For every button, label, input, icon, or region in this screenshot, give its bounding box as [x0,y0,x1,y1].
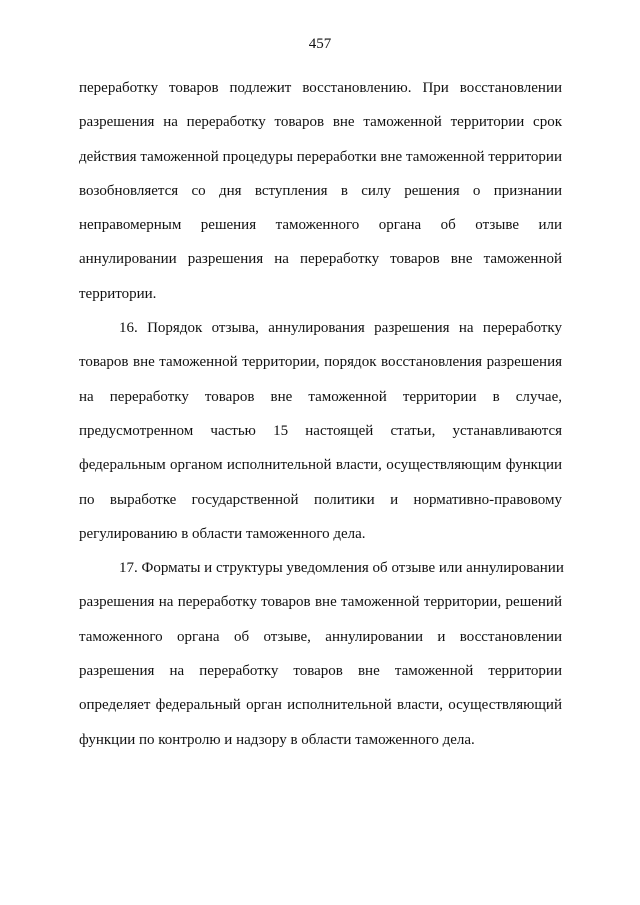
text-line: разрешения на переработку товаров вне таможенной территории [79,663,562,680]
paragraph-17 [79,551,562,757]
text-line: переработку товаров подлежит восстановлению. При восстановлении [79,80,562,96]
text-line: таможенного органа об отзыве, аннулировании и восстановлении [79,628,562,645]
text-line: федеральным органом исполнительной власти, осуществляющим функции [79,457,562,474]
text-line: 17. Форматы и структуры уведомления об отзыве или аннулировании [119,560,564,577]
text-line: товаров вне таможенной территории, порядок восстановления разрешения [79,354,562,371]
text-line: территории. [79,285,157,302]
text-line: определяет федеральный орган исполнительной власти, осуществляющий [79,697,562,714]
document-body [79,71,562,757]
text-line: функции по контролю и надзору в области таможенного дела. [79,731,475,748]
text-line: аннулировании разрешения на переработку товаров вне таможенной [79,251,562,268]
page-number: 457 [308,36,332,52]
text-line: разрешения на переработку товаров вне таможенной территории, решений [79,594,562,611]
text-line: предусмотренном частью 15 настоящей статьи, устанавливаются [79,422,562,439]
text-line: неправомерным решения таможенного органа об отзыве или [79,217,562,234]
text-line: разрешения на переработку товаров вне таможенной территории срок [79,114,562,131]
text-line: 16. Порядок отзыва, аннулирования разрешения на переработку [119,320,562,337]
text-line: по выработке государственной политики и нормативно-правовому [79,491,562,508]
paragraph-continuation [79,71,562,311]
text-line: действия таможенной процедуры переработки вне таможенной территории [79,148,562,165]
text-line: возобновляется со дня вступления в силу решения о признании [79,182,562,199]
paragraph-16 [79,311,562,551]
text-line: на переработку товаров вне таможенной территории в случае, [79,388,562,405]
text-line: регулированию в области таможенного дела. [79,525,366,542]
